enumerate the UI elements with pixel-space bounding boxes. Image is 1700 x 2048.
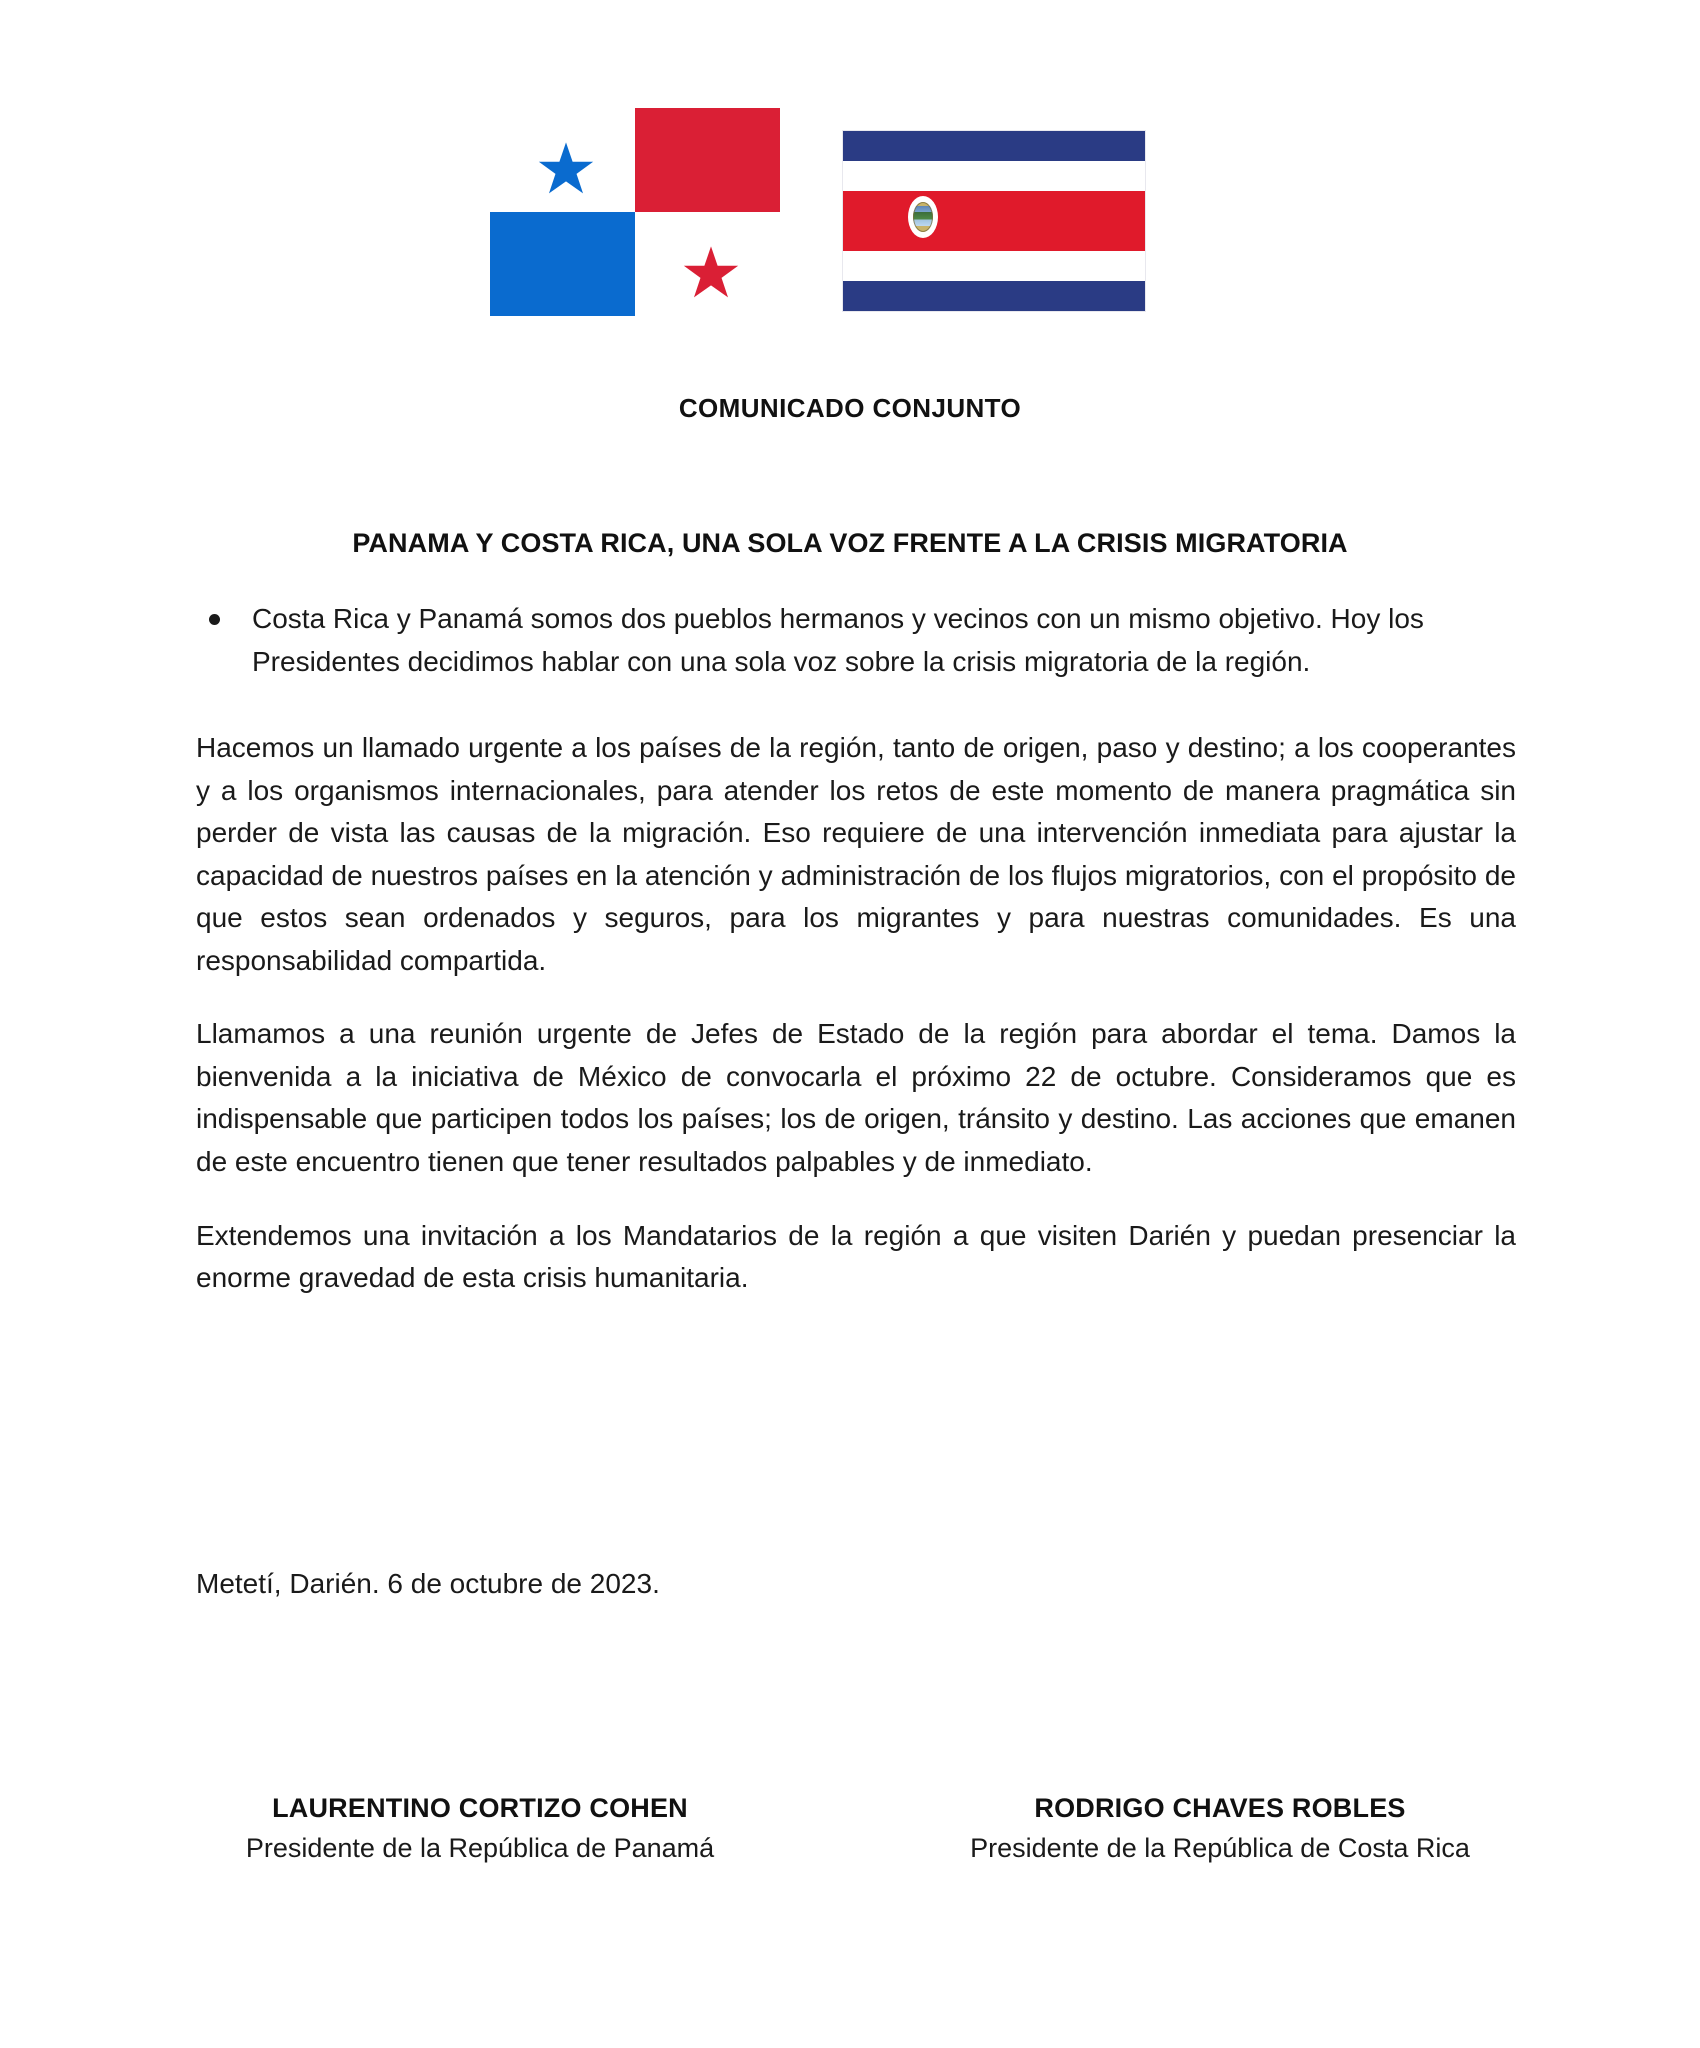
costarica-stripe-blue-top (843, 131, 1145, 161)
dateline: Metetí, Darién. 6 de octubre de 2023. (196, 1568, 660, 1599)
body-paragraph: Hacemos un llamado urgente a los países de la región, tanto de origen, paso y destino; a los cooperantes y a los organismos internacionales, para atender los retos de este momento de manera pragmática sin perder de vista las causas de la migración. Eso requiere de una intervención inmediata para ajustar la capacidad de nuestros países en la atención y administración de los flujos migratorios, con el propósito de que estos sean ordenados y seguros, para los migrantes y para nuestras comunidades. Es una responsabilidad compartida. (196, 732, 1516, 976)
list-item-text: Costa Rica y Panamá somos dos pueblos hermanos y vecinos con un mismo objetivo. Hoy los Presidentes decidimos hablar con una sola voz sobre la crisis migratoria de la región. (252, 603, 1424, 677)
bullet-list (196, 598, 1516, 683)
list-item (196, 598, 1516, 683)
signatory-name: RODRIGO CHAVES ROBLES (1034, 1793, 1406, 1823)
flag-costa-rica-icon (843, 131, 1145, 311)
costarica-stripe-white-upper (843, 161, 1145, 191)
panama-quadrant-red-top-right (635, 108, 780, 212)
flag-panama-icon (490, 108, 780, 316)
signatory-name: LAURENTINO CORTIZO COHEN (272, 1793, 688, 1823)
signature-block-panama (130, 1790, 830, 1868)
signature-block-costa-rica (870, 1790, 1570, 1868)
document-body (196, 598, 1516, 1300)
flags-header (0, 100, 1700, 325)
document-subtitle: PANAMA Y COSTA RICA, UNA SOLA VOZ FRENTE A LA CRISIS MIGRATORIA (352, 528, 1348, 558)
costarica-coat-of-arms-shield (913, 202, 933, 232)
body-paragraph: Extendemos una invitación a los Mandatarios de la región a que visiten Darién y puedan presenciar la enorme gravedad de esta crisis humanitaria. (196, 1219, 1516, 1294)
costarica-coat-of-arms-icon (908, 196, 938, 238)
signature-row (130, 1790, 1570, 1868)
costarica-stripe-red-middle (843, 191, 1145, 251)
signatory-role: Presidente de la República de Costa Rica (970, 1833, 1470, 1864)
panama-quadrant-blue-bottom-left (490, 212, 635, 316)
signatory-role: Presidente de la República de Panamá (245, 1833, 715, 1864)
page-title: COMUNICADO CONJUNTO (678, 393, 1022, 423)
costarica-stripe-blue-bottom (843, 281, 1145, 311)
costarica-stripe-white-lower (843, 251, 1145, 281)
bullet-dot-icon (209, 614, 220, 625)
body-paragraph: Llamamos a una reunión urgente de Jefes de Estado de la región para abordar el tema. Damos la bienvenida a la iniciativa de México de convocarla el próximo 22 de octubre. Consideramos que es indispensable que participen todos los países; los de origen, tránsito y destino. Las acciones que emanen de este encuentro tienen que tener resultados palpables y de inmediato. (196, 1018, 1516, 1178)
